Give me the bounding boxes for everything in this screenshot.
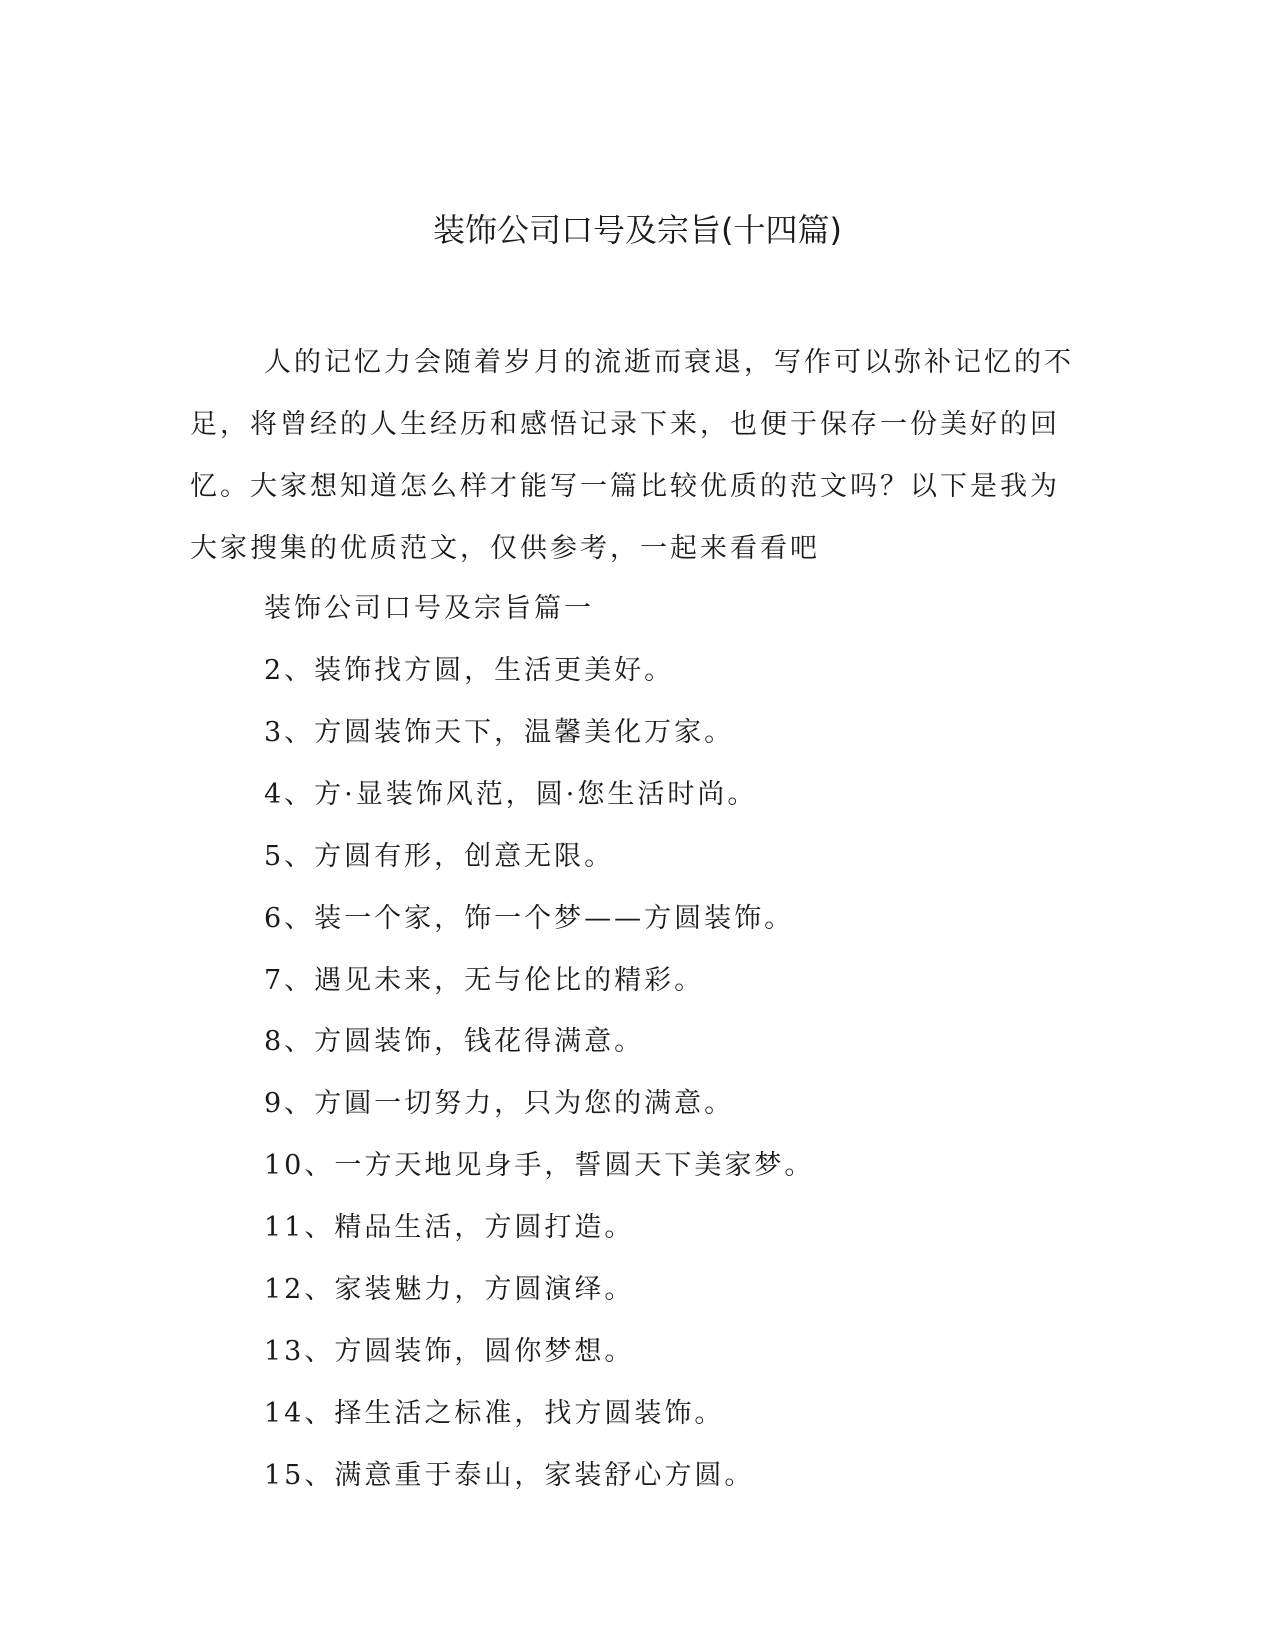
section-heading: 装饰公司口号及宗旨篇一 <box>264 593 594 624</box>
list-item: 15、满意重于泰山，家装舒心方圆。 <box>264 1459 755 1491</box>
list-item: 10、一方天地见身手，誓圆天下美家梦。 <box>264 1150 815 1182</box>
list-item: 2、装饰找方圆，生活更美好。 <box>264 655 675 686</box>
list-item: 11、精品生活，方圆打造。 <box>264 1212 635 1244</box>
list-item: 5、方圆有形，创意无限。 <box>264 840 615 872</box>
list-item: 3、方圆装饰天下，温馨美化万家。 <box>264 716 735 748</box>
list-item: 14、择生活之标准，找方圆装饰。 <box>264 1397 725 1429</box>
intro-paragraph: 人的记忆力会随着岁月的流逝而衰退，写作可以弥补记忆的不足，将曾经的人生经历和感悟记录下来，也便于保存一份美好的回忆。大家想知道怎么样才能写一篇比较优质的范文吗？以下是我为大家搜集的优质范文，仅供参考，一起来看看吧 <box>190 347 1074 564</box>
list-item: 9、方圓一切努力，只为您的满意。 <box>264 1088 735 1120</box>
list-item: 13、方圆装饰，圆你梦想。 <box>264 1335 635 1367</box>
list-item: 6、装一个家，饰一个梦——方圆装饰。 <box>264 902 795 934</box>
list-item: 4、方·显装饰风范，圆·您生活时尚。 <box>264 778 758 810</box>
list-item: 12、家装魅力，方圆演绎。 <box>264 1274 635 1306</box>
list-item: 7、遇见未来，无与伦比的精彩。 <box>264 964 705 996</box>
list-item: 8、方圆装饰，钱花得满意。 <box>264 1026 645 1058</box>
slogan-list <box>264 640 1082 1507</box>
document-title: 装饰公司口号及宗旨(十四篇) <box>433 211 842 249</box>
